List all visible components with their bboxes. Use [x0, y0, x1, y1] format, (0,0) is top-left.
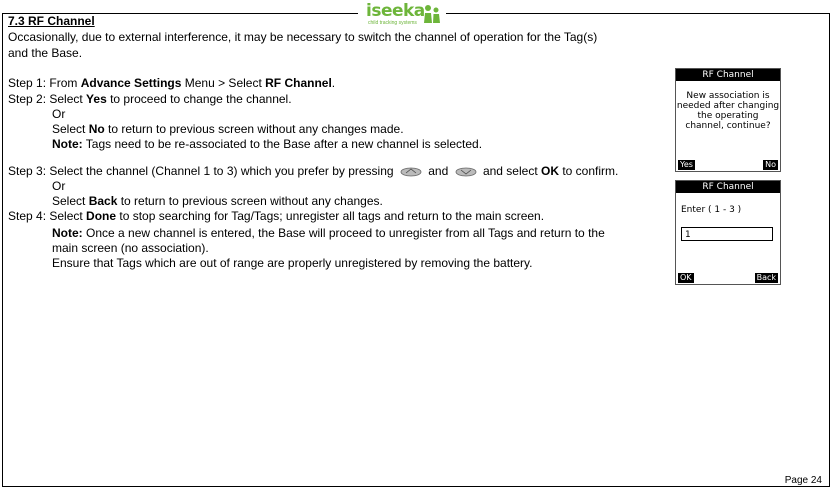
- screen-2-ok-softkey[interactable]: OK: [680, 273, 692, 282]
- step-2-or: Or: [52, 107, 66, 121]
- note-unregister-line-3: Ensure that Tags which are out of range are properly unregistered by removing the battery.: [52, 256, 533, 270]
- step-3-or: Or: [52, 179, 66, 193]
- screen-2-title: RF Channel: [676, 181, 780, 193]
- step-3: Step 3: Select the channel (Channel 1 to 3) which you prefer by pressing and and select OK to confirm.: [8, 164, 619, 178]
- logo-wordmark: iseeka: [366, 1, 425, 21]
- step-2: Step 2: Select Yes to proceed to change the channel.: [8, 92, 292, 106]
- screen-1-title: RF Channel: [676, 69, 780, 81]
- up-key-icon: [400, 166, 422, 177]
- note-unregister-line-1: Note: Once a new channel is entered, the Base will proceed to unregister from all Tags and return to the: [52, 226, 605, 240]
- screen-1-message: New association is needed after changing the operating channel, continue?: [676, 91, 780, 131]
- step-3-alternative: Select Back to return to previous screen without any changes.: [52, 194, 383, 208]
- channel-input[interactable]: 1: [681, 227, 773, 241]
- step-1: Step 1: From Advance Settings Menu > Select RF Channel.: [8, 76, 336, 90]
- note-unregister-line-2: main screen (no association).: [52, 241, 209, 255]
- screen-2-enter-label: Enter ( 1 - 3 ): [681, 205, 742, 215]
- screen-1-yes-softkey[interactable]: Yes: [680, 160, 693, 169]
- step-4: Step 4: Select Done to stop searching for Tag/Tags; unregister all tags and return to the main screen.: [8, 209, 545, 223]
- down-key-icon: [455, 166, 477, 177]
- intro-line-2: and the Base.: [8, 46, 83, 60]
- iseeka-logo: [358, 1, 446, 27]
- step-2-alternative: Select No to return to previous screen without any changes made.: [52, 122, 404, 136]
- page-number: Page 24: [784, 475, 822, 486]
- children-logo-icon: [422, 4, 442, 24]
- intro-line-1: Occasionally, due to external interference, it may be necessary to switch the channel of operation for the Tag(s): [8, 30, 598, 44]
- logo-tagline: child tracking systems: [368, 20, 417, 26]
- screen-1-no-softkey[interactable]: No: [765, 160, 776, 169]
- screen-2-back-softkey[interactable]: Back: [756, 273, 776, 282]
- screen-confirm-change: [675, 68, 781, 172]
- screen-enter-channel: [675, 180, 781, 285]
- note-reassociate: Note: Tags need to be re-associated to the Base after a new channel is selected.: [52, 137, 483, 151]
- section-title: 7.3 RF Channel: [8, 14, 95, 28]
